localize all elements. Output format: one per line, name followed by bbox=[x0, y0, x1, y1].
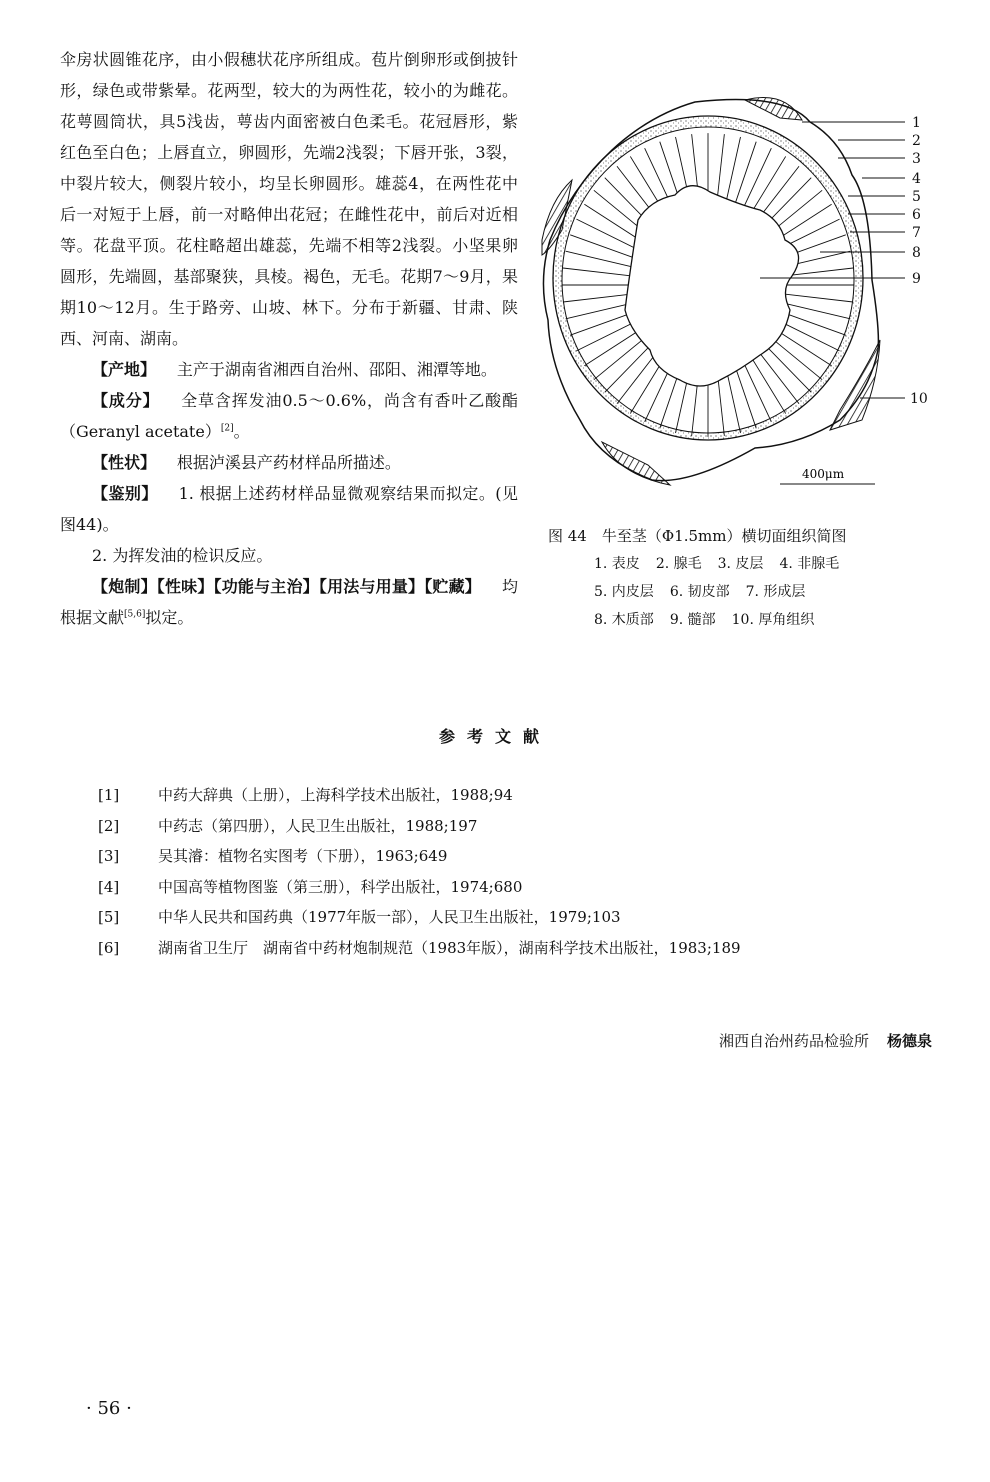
page-number: · 56 · bbox=[86, 1398, 132, 1419]
legend-item: 9. 髓部 bbox=[669, 612, 716, 628]
composition-text: 全草含挥发油0.5～0.6%，尚含有香叶乙酸酯（Geranyl acetate） bbox=[60, 391, 518, 441]
reference-text: 中华人民共和国药典（1977年版一部），人民卫生出版社，1979;103 bbox=[158, 908, 621, 926]
reference-number: [1] bbox=[98, 786, 120, 804]
character-section bbox=[60, 447, 518, 478]
identification-text-2: 2. 为挥发油的检识反应。 bbox=[92, 546, 273, 565]
composition-section bbox=[60, 385, 518, 447]
origin-section bbox=[60, 354, 518, 385]
reference-item bbox=[98, 902, 928, 933]
caption-title: 图 44 牛至茎（Φ1.5mm）横切面组织简图 bbox=[548, 527, 847, 545]
collenchyma-patch bbox=[602, 442, 670, 485]
legend-item: 8. 木质部 bbox=[594, 612, 654, 628]
composition-heading: 【成分】 bbox=[92, 391, 160, 410]
references-heading: 参考文献 bbox=[438, 727, 551, 746]
origin-heading: 【产地】 bbox=[92, 360, 157, 379]
reference-item bbox=[98, 872, 928, 903]
identification-heading: 【鉴别】 bbox=[92, 484, 158, 503]
identification-section bbox=[60, 478, 518, 540]
reference-item bbox=[98, 811, 928, 842]
character-text: 根据泸溪县产药材样品所描述。 bbox=[176, 453, 401, 472]
reference-text: 中药大辞典（上册），上海科学技术出版社，1988;94 bbox=[158, 786, 513, 804]
legend-line-3 bbox=[594, 606, 928, 634]
misc-text: 均根据文献 bbox=[60, 577, 518, 627]
misc-end: 拟定。 bbox=[145, 608, 194, 627]
identification-text-1: 1. 根据上述药材样品显微观察结果而拟定。(见图44)。 bbox=[60, 484, 518, 534]
stem-cross-section-figure bbox=[540, 80, 940, 500]
label-7: 7 bbox=[912, 225, 921, 241]
author-block bbox=[719, 1030, 932, 1051]
legend-item: 5. 内皮层 bbox=[594, 584, 654, 600]
legend-item: 7. 形成层 bbox=[745, 584, 806, 600]
label-8: 8 bbox=[912, 245, 921, 261]
label-3: 3 bbox=[912, 151, 921, 167]
reference-text: 中药志（第四册），人民卫生出版社，1988;197 bbox=[158, 816, 478, 835]
cross-section-diagram bbox=[540, 80, 940, 500]
scale-bar-label: 400μm bbox=[802, 467, 845, 481]
label-4: 4 bbox=[912, 171, 921, 187]
origin-text: 主产于湖南省湘西自治州、邵阳、湘潭等地。 bbox=[176, 360, 497, 379]
label-10: 10 bbox=[910, 391, 928, 407]
legend-item: 10. 厚角组织 bbox=[731, 612, 815, 628]
misc-heading: 【炮制】【性味】【功能与主治】【用法与用量】【贮藏】 bbox=[92, 577, 481, 596]
reference-text: 中国高等植物图鉴（第三册），科学出版社，1974;680 bbox=[158, 877, 523, 896]
character-heading: 【性状】 bbox=[92, 453, 157, 472]
author-name: 杨德泉 bbox=[886, 1032, 932, 1050]
references-list bbox=[98, 780, 928, 963]
label-6: 6 bbox=[912, 207, 921, 223]
reference-item bbox=[98, 780, 928, 811]
legend-line-2 bbox=[594, 578, 928, 606]
punct: 。 bbox=[233, 422, 250, 441]
citation-ref: [2] bbox=[220, 423, 234, 434]
figure-caption bbox=[548, 522, 928, 634]
misc-section bbox=[60, 571, 518, 633]
reference-text: 湖南省卫生厅 湖南省中药材炮制规范（1983年版），湖南科学技术出版社，1983;189 bbox=[158, 938, 741, 957]
label-1: 1 bbox=[912, 115, 921, 131]
label-2: 2 bbox=[912, 133, 921, 149]
reference-number: [4] bbox=[98, 877, 120, 896]
description-paragraph: 伞房状圆锥花序，由小假穗状花序所组成。苞片倒卵形或倒披针形，绿色或带紫晕。花两型，较大的为两性花，较小的为雌花。花萼圆筒状，具5浅齿，萼齿内面密被白色柔毛。花冠唇形，紫红色至白色；上唇直立，卵圆形，先端2浅裂；下唇开张，3裂，中裂片较大，侧裂片较小，均呈长卵圆形。雄蕊4，在两性花中后一对短于上唇，前一对略伸出花冠；在雌性花中，前后对近相等。花盘平顶。花柱略超出雄蕊，先端不相等2浅裂。小坚果卵圆形，先端圆，基部聚狭，具棱。褐色，无毛。花期7～9月，果期10～12月。生于路旁、山坡、林下。分布于新疆、甘肃、陕西、河南、湖南。 bbox=[60, 50, 518, 348]
legend-item: 4. 非腺毛 bbox=[779, 556, 840, 572]
legend-item: 3. 皮层 bbox=[717, 556, 764, 572]
citation-ref: [5,6] bbox=[124, 609, 146, 620]
reference-item bbox=[98, 841, 928, 872]
reference-number: [3] bbox=[98, 847, 120, 865]
legend-item: 1. 表皮 bbox=[594, 556, 640, 572]
reference-item bbox=[98, 933, 928, 964]
label-5: 5 bbox=[912, 189, 921, 205]
legend-item: 6. 韧皮部 bbox=[669, 584, 730, 600]
legend-line-1 bbox=[594, 550, 928, 578]
author-affiliation: 湘西自治州药品检验所 bbox=[718, 1032, 869, 1050]
reference-number: [2] bbox=[98, 816, 120, 835]
reference-number: [5] bbox=[98, 908, 120, 926]
reference-text: 吴其濬：植物名实图考（下册），1963;649 bbox=[158, 847, 448, 865]
label-9: 9 bbox=[912, 271, 921, 287]
reference-number: [6] bbox=[98, 938, 120, 957]
main-text-column bbox=[60, 44, 518, 633]
legend-item: 2. 腺毛 bbox=[655, 556, 702, 572]
